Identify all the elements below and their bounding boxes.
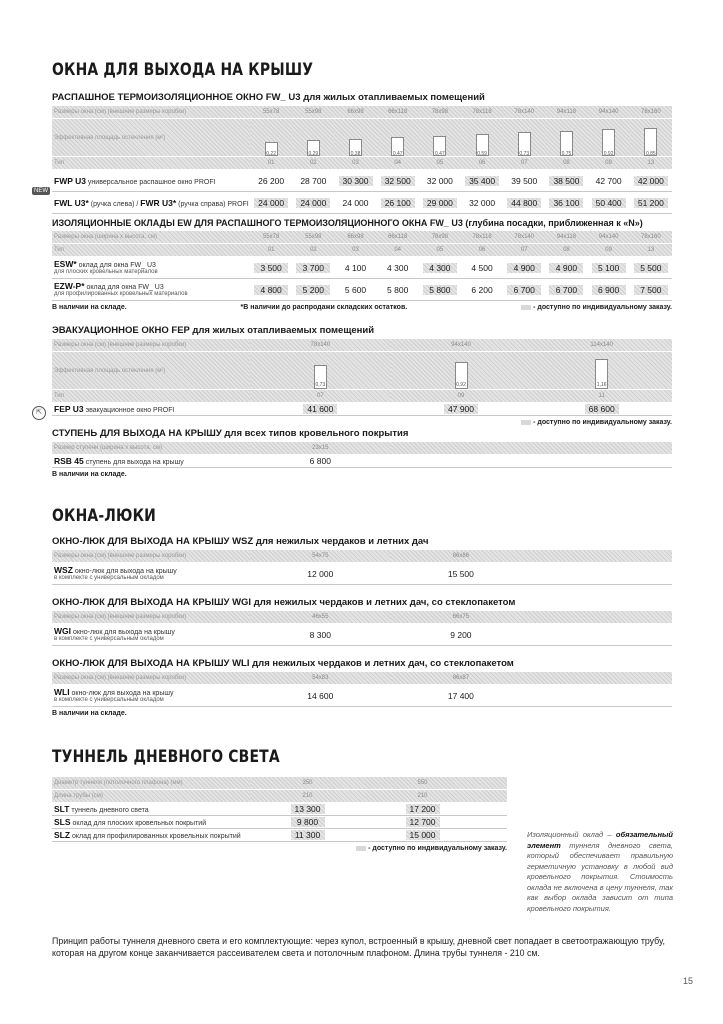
wsz-label: WSZ окно-люк для выхода на крышу в комплекте с универсальным окладом — [52, 563, 250, 585]
type-cell: 07 — [503, 244, 545, 257]
evacuation-icon: ⇱ — [32, 406, 46, 420]
size-cell: 55x98 — [292, 106, 334, 119]
window-thumb: 0,47 — [433, 136, 446, 156]
size-cell: 78x118 — [461, 231, 503, 244]
price-cell: 39 500 — [503, 170, 545, 192]
price-cell: 24 000 — [250, 192, 292, 214]
order-note: - доступно по индивидуальному заказу. — [521, 304, 672, 311]
fw-u3-table — [52, 106, 672, 214]
size-cell: 78x140 — [503, 231, 545, 244]
price-cell: 5 100 — [588, 257, 630, 279]
wli-label: WLI окно-люк для выхода на крышу в комплекте с универсальным окладом — [52, 685, 250, 707]
area-cell — [419, 119, 461, 157]
type-header: Тип — [52, 390, 250, 403]
size-cell: 114x140 — [531, 339, 672, 352]
size-cell: 94x118 — [545, 106, 587, 119]
size-cell: 78x98 — [419, 106, 461, 119]
area-cell — [377, 119, 419, 157]
type-cell: 02 — [292, 157, 334, 170]
price-cell: 3 700 — [292, 257, 334, 279]
window-thumb: 0,59 — [476, 134, 489, 156]
step-stock-note: В наличии на складе. — [52, 471, 127, 478]
type-cell: 08 — [545, 157, 587, 170]
type-cell: 04 — [377, 244, 419, 257]
size-cell: 78x160 — [630, 106, 672, 119]
wgi-label: WGI окно-люк для выхода на крышу в комплекте с универсальным окладом — [52, 624, 250, 646]
window-thumb: 0,73 — [518, 132, 531, 156]
price-cell: 5 200 — [292, 279, 334, 301]
window-thumb: 0,75 — [560, 131, 573, 156]
size-cell: 94x140 — [588, 106, 630, 119]
type-cell: 01 — [250, 157, 292, 170]
type-cell: 09 — [391, 390, 532, 403]
size-cell: 78x118 — [461, 106, 503, 119]
ew-notes — [52, 304, 672, 311]
subtitle-fw-u3: РАСПАШНОЕ ТЕРМОИЗОЛЯЦИОННОЕ ОКНО FW_ U3 для жилых отапливаемых помещений — [52, 92, 485, 103]
price-cell: 38 500 — [545, 170, 587, 192]
window-thumb: 0,92 — [455, 362, 468, 389]
price-cell: 41 600 — [250, 403, 391, 416]
size-cell: 66x98 — [334, 231, 376, 244]
type-cell: 08 — [545, 244, 587, 257]
fep-table — [52, 339, 672, 416]
window-thumb: 0,22 — [265, 142, 278, 156]
esw-label: ESW* оклад для окна FW_ U3 для плоских кровельных материалов — [52, 257, 250, 279]
price-cell: 26 200 — [250, 170, 292, 192]
window-thumb: 0,38 — [349, 139, 362, 156]
area-cell — [588, 119, 630, 157]
page-number: 15 — [683, 976, 694, 986]
window-thumb: 1,16 — [595, 359, 608, 389]
type-cell: 06 — [461, 244, 503, 257]
price-cell: 68 600 — [531, 403, 672, 416]
type-cell: 03 — [334, 244, 376, 257]
subtitle-ew-flashings: ИЗОЛЯЦИОННЫЕ ОКЛАДЫ EW ДЛЯ РАСПАШНОГО ТЕРМОИЗОЛЯЦИОННОГО ОКНА FW_ U3 (глубина посадки, приближенная к «N») — [52, 218, 643, 228]
hatch-stock-note: В наличии на складе. — [52, 710, 127, 717]
area-cell — [531, 352, 672, 390]
size-cell: 55x98 — [292, 231, 334, 244]
type-cell: 09 — [588, 244, 630, 257]
type-header: Тип — [52, 157, 250, 170]
price-cell: 4 500 — [461, 257, 503, 279]
type-cell: 03 — [334, 157, 376, 170]
clearance-note: *В наличии до распродажи складских остатков. — [240, 304, 408, 311]
price-cell: 35 400 — [461, 170, 503, 192]
area-cell — [630, 119, 672, 157]
tunnel-order-note: - доступно по индивидуальному заказу. — [356, 845, 507, 852]
subtitle-wgi: ОКНО-ЛЮК ДЛЯ ВЫХОДА НА КРЫШУ WGI для нежилых чердаков и летних дач, со стеклопакетом — [52, 597, 516, 608]
price-cell: 47 900 — [391, 403, 532, 416]
in-stock-note: В наличии на складе. — [52, 304, 127, 311]
fwl-label: FWL U3* (ручка слева) / FWR U3* (ручка справа) PROFI — [52, 192, 250, 214]
area-cell — [461, 119, 503, 157]
price-cell: 4 100 — [334, 257, 376, 279]
page-content — [34, 60, 672, 852]
price-cell: 4 800 — [250, 279, 292, 301]
price-cell: 30 300 — [334, 170, 376, 192]
type-cell: 07 — [503, 157, 545, 170]
price-cell: 4 300 — [419, 257, 461, 279]
area-cell — [545, 119, 587, 157]
slz-label: SLZ оклад для профилированных кровельных покрытий — [52, 829, 250, 842]
type-cell: 06 — [461, 157, 503, 170]
window-thumb: 0,47 — [391, 137, 404, 156]
price-cell: 6 700 — [545, 279, 587, 301]
price-cell: 42 000 — [630, 170, 672, 192]
size-header: Размеры окна (ширина х высота, см) — [52, 231, 250, 244]
slt-label: SLT туннель дневного света — [52, 803, 250, 816]
step-price: 6 800 — [250, 455, 391, 468]
type-header: Тип — [52, 244, 250, 257]
fep-label: FEP U3 эвакуационное окно PROFI — [52, 403, 250, 416]
area-header: Эффективная площадь остекления (м²) — [52, 352, 250, 390]
subtitle-step: СТУПЕНЬ ДЛЯ ВЫХОДА НА КРЫШУ для всех типов кровельного покрытия — [52, 428, 409, 439]
area-cell — [292, 119, 334, 157]
new-badge: NEW — [34, 188, 48, 194]
sls-label: SLS оклад для плоских кровельных покрытий — [52, 816, 250, 829]
size-cell: 94x140 — [588, 231, 630, 244]
step-size-header: Размер ступени (ширина х высота, см) — [52, 442, 250, 455]
price-cell: 6 900 — [588, 279, 630, 301]
type-cell: 09 — [588, 157, 630, 170]
price-cell: 24 000 — [292, 192, 334, 214]
area-cell — [250, 119, 292, 157]
type-cell: 07 — [250, 390, 391, 403]
wli-table: Размеры окна (см) (внешние размеры коробки) 54x83 86x87 WLI окно-люк для выхода на крышу в комплекте с универсальным окладом 14 600 17 400 — [52, 672, 672, 707]
size-cell: 66x118 — [377, 231, 419, 244]
type-cell: 13 — [630, 244, 672, 257]
size-cell: 78x98 — [419, 231, 461, 244]
size-cell: 66x98 — [334, 106, 376, 119]
size-cell: 78x160 — [630, 231, 672, 244]
price-cell: 5 500 — [630, 257, 672, 279]
subtitle-fep: ЭВАКУАЦИОННОЕ ОКНО FEP для жилых отапливаемых помещений — [52, 325, 375, 336]
size-cell: 94x140 — [391, 339, 532, 352]
step-table — [52, 442, 672, 468]
subtitle-wli: ОКНО-ЛЮК ДЛЯ ВЫХОДА НА КРЫШУ WLI для нежилых чердаков и летних дач, со стеклопакетом — [52, 658, 514, 669]
size-cell: 94x118 — [545, 231, 587, 244]
area-cell — [334, 119, 376, 157]
price-cell: 6 200 — [461, 279, 503, 301]
area-cell — [503, 119, 545, 157]
subtitle-wsz: ОКНО-ЛЮК ДЛЯ ВЫХОДА НА КРЫШУ WSZ для нежилых чердаков и летних дач — [52, 536, 429, 547]
type-cell: 02 — [292, 244, 334, 257]
fwp-label: FWP U3 универсальное распашное окно PROFI — [52, 170, 250, 192]
size-cell: 78x140 — [250, 339, 391, 352]
area-cell — [391, 352, 532, 390]
window-thumb: 0,92 — [602, 129, 615, 156]
step-size: 23x15 — [250, 442, 391, 455]
area-header: Эффективная площадь остекления (м²) — [52, 119, 250, 157]
price-cell: 42 700 — [588, 170, 630, 192]
step-label: RSB 45 ступень для выхода на крышу — [52, 455, 250, 468]
type-cell: 13 — [630, 157, 672, 170]
price-cell: 29 000 — [419, 192, 461, 214]
type-cell: 05 — [419, 157, 461, 170]
window-thumb: 0,29 — [307, 140, 320, 156]
size-cell: 55x78 — [250, 106, 292, 119]
type-cell: 01 — [250, 244, 292, 257]
window-thumb: 0,73 — [314, 365, 327, 389]
price-cell: 5 800 — [419, 279, 461, 301]
window-thumb: 0,85 — [644, 128, 657, 156]
area-cell — [250, 352, 391, 390]
fep-order-note: - доступно по индивидуальному заказу. — [521, 419, 672, 426]
size-cell: 55x78 — [250, 231, 292, 244]
price-cell: 26 100 — [377, 192, 419, 214]
size-header: Размеры окна (см) (внешние размеры коробки) — [52, 339, 250, 352]
price-cell: 7 500 — [630, 279, 672, 301]
wgi-table: Размеры окна (см) (внешние размеры коробки) 46x55 66x75 WGI окно-люк для выхода на крышу в комплекте с универсальным окладом 8 300 9 200 — [52, 611, 672, 646]
size-header: Размеры окна (см) (внешние размеры коробки) — [52, 106, 250, 119]
price-cell: 6 700 — [503, 279, 545, 301]
price-cell: 28 700 — [292, 170, 334, 192]
price-cell: 5 600 — [334, 279, 376, 301]
wsz-table: Размеры окна (см) (внешние размеры коробки) 54x75 86x86 WSZ окно-люк для выхода на крышу в комплекте с универсальным окладом 12 000 15 500 — [52, 550, 672, 585]
tunnel-table: Диаметр туннеля (потолочного плафона) (мм) 350 550 Длина трубы (см) 210 210 SLT туннель дневного света 13 300 17 200 SLS оклад для плоских кровельных покрытий 9 800 12 700 SLZ оклад для профилированных кровельных покрытий 11 300 15 000 — [52, 777, 507, 842]
price-cell: 3 500 — [250, 257, 292, 279]
price-cell: 24 000 — [334, 192, 376, 214]
size-cell: 66x118 — [377, 106, 419, 119]
price-cell: 32 000 — [461, 192, 503, 214]
type-cell: 11 — [531, 390, 672, 403]
title-roof-windows: ОКНА ДЛЯ ВЫХОДА НА КРЫШУ — [52, 60, 314, 80]
title-hatches: ОКНА-ЛЮКИ — [52, 506, 156, 526]
price-cell: 4 900 — [545, 257, 587, 279]
price-cell: 4 300 — [377, 257, 419, 279]
price-cell: 32 500 — [377, 170, 419, 192]
price-cell: 4 900 — [503, 257, 545, 279]
ew-flashings-table — [52, 231, 672, 301]
tunnel-description: Принцип работы туннеля дневного света и его комплектующие: через купол, встроенный в крышу, дневной свет попадает в светоотражающую трубу, которая на другом конце заканчивается рассеивателем света и потолочным плафоном. Длина трубы туннеля - 210 см. — [52, 936, 665, 958]
type-cell: 04 — [377, 157, 419, 170]
title-light-tunnel: ТУННЕЛЬ ДНЕВНОГО СВЕТА — [52, 747, 280, 767]
price-cell: 44 800 — [503, 192, 545, 214]
type-cell: 05 — [419, 244, 461, 257]
price-cell: 5 800 — [377, 279, 419, 301]
price-cell: 36 100 — [545, 192, 587, 214]
price-cell: 50 400 — [588, 192, 630, 214]
price-cell: 51 200 — [630, 192, 672, 214]
price-cell: 32 000 — [419, 170, 461, 192]
flashing-side-note: Изоляционный оклад – обязательный элемент туннеля дневного света, который обеспечивает правильную герметичную установку в любой вид кровельного покрытия. Стоимость оклада не включена в цену туннеля, так как выбор оклада зависит от типа кровельного покрытия. — [527, 830, 673, 913]
size-cell: 78x140 — [503, 106, 545, 119]
ezw-label: EZW-P* оклад для окна FW_ U3 для профилированных кровельных материалов — [52, 279, 250, 301]
